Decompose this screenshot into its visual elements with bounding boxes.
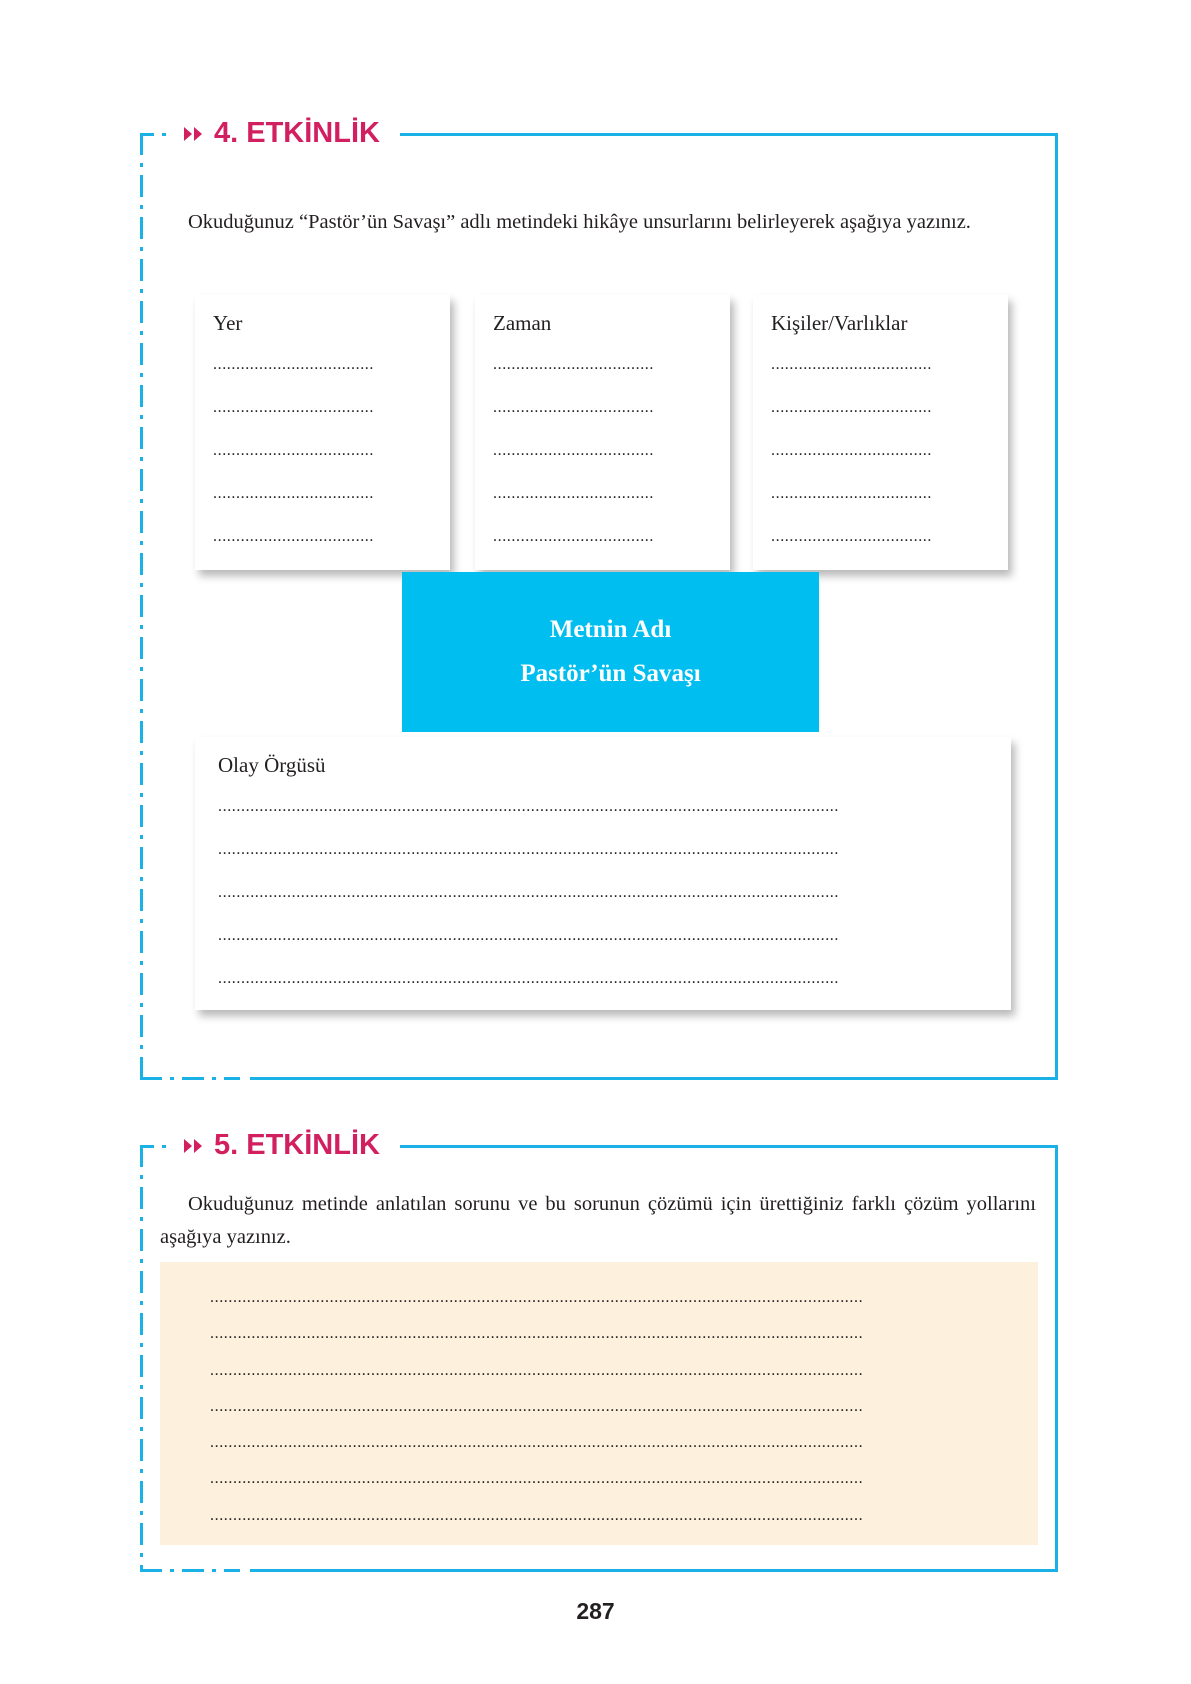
answer-line[interactable]: .............................................................................................................................................. (210, 1434, 864, 1452)
instruction-text: Okuduğunuz “Pastör’ün Savaşı” adlı metindeki hikâye unsurlarını belirleyerek aşağıya yazınız. (188, 211, 971, 233)
frame-bottom-dashed-border (140, 1077, 240, 1080)
answer-area (160, 1262, 1038, 1545)
card-label: Zaman (493, 311, 552, 335)
answer-line[interactable]: ................................... (493, 528, 654, 545)
answer-line[interactable]: ................................... (493, 356, 654, 373)
answer-line[interactable]: ................................... (771, 485, 932, 502)
answer-line[interactable]: ................................... (771, 399, 932, 416)
frame-top-border (400, 133, 1058, 136)
card-label: Yer (213, 311, 243, 335)
activity-heading-text: 4. ETKİNLİK (214, 117, 380, 149)
answer-line[interactable]: ................................... (771, 356, 932, 373)
answer-line[interactable]: .............................................................................................................................................. (210, 1506, 864, 1524)
frame-bottom-border (250, 1569, 1058, 1572)
frame-top-dashed-border (140, 1145, 172, 1148)
double-chevron-icon (182, 124, 206, 144)
instruction-text: Okuduğunuz metinde anlatılan sorunu ve bu sorunun çözümü için ürettiğiniz farklı çözüm yollarını aşağıya yazınız. (160, 1193, 1036, 1248)
answer-line[interactable]: ................................... (771, 442, 932, 459)
answer-line[interactable]: ....................................................................................................................................... (218, 927, 839, 944)
activity-heading-text: 5. ETKİNLİK (214, 1129, 380, 1161)
answer-line[interactable]: ................................... (213, 528, 374, 545)
frame-top-dashed-border (140, 133, 172, 136)
card-kisiler (753, 295, 1008, 570)
activity-5 (140, 1129, 1058, 1572)
activity-heading (182, 117, 388, 150)
answer-line[interactable]: ....................................................................................................................................... (218, 798, 839, 815)
card-olay-orgusu (195, 737, 1011, 1010)
answer-line[interactable]: .............................................................................................................................................. (210, 1470, 864, 1488)
title-box-value: Pastör’ün Savaşı (520, 660, 701, 687)
answer-line[interactable]: .............................................................................................................................................. (210, 1289, 864, 1306)
frame-top-border (400, 1145, 1058, 1148)
frame-bottom-border (250, 1077, 1058, 1080)
card-label: Kişiler/Varlıklar (771, 311, 908, 335)
answer-line[interactable]: ................................... (493, 485, 654, 502)
text-title-box (402, 572, 819, 732)
double-chevron-icon (182, 1136, 206, 1156)
answer-line[interactable]: ................................... (493, 399, 654, 416)
answer-line[interactable]: ....................................................................................................................................... (218, 884, 839, 901)
activity-heading (182, 1129, 388, 1162)
answer-line[interactable]: ................................... (493, 442, 654, 459)
title-box-label: Metnin Adı (549, 616, 672, 643)
frame-right-border (1055, 133, 1058, 1080)
page-number: 287 (576, 1598, 615, 1624)
answer-line[interactable]: .............................................................................................................................................. (210, 1361, 864, 1379)
card-yer (195, 295, 450, 570)
frame-left-dashed-border (140, 133, 143, 1080)
answer-line[interactable]: .............................................................................................................................................. (210, 1325, 864, 1343)
answer-line[interactable]: ................................... (213, 356, 374, 373)
card-zaman (475, 295, 730, 570)
answer-line[interactable]: ....................................................................................................................................... (218, 841, 839, 858)
answer-line[interactable]: ................................... (213, 399, 374, 416)
answer-line[interactable]: .............................................................................................................................................. (210, 1397, 864, 1415)
answer-line[interactable]: ................................... (213, 485, 374, 502)
frame-left-dashed-border (140, 1145, 143, 1572)
card-label: Olay Örgüsü (218, 753, 326, 777)
frame-right-border (1055, 1145, 1058, 1572)
activity-4 (140, 117, 1058, 1080)
answer-line[interactable]: ................................... (213, 442, 374, 459)
answer-line[interactable]: ................................... (771, 528, 932, 545)
answer-line[interactable]: ....................................................................................................................................... (218, 970, 839, 987)
frame-bottom-dashed-border (140, 1569, 240, 1572)
